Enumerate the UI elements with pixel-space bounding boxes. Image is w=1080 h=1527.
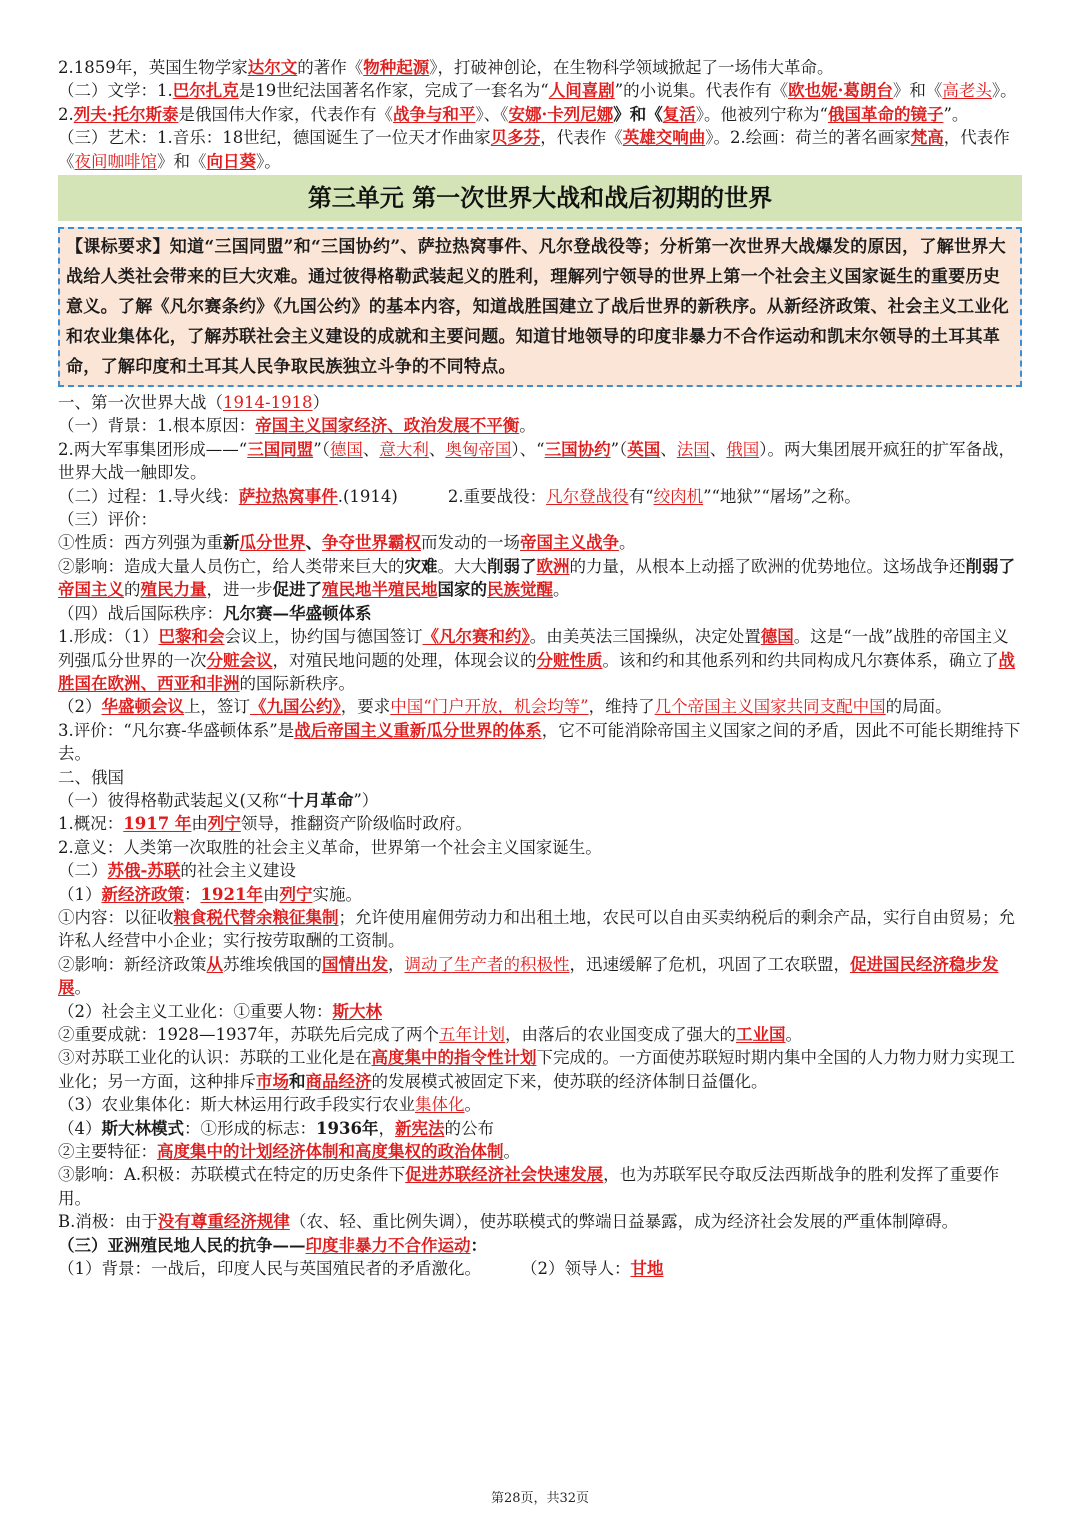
unit-title: 第三单元 第一次世界大战和战后初期的世界 [58, 175, 1022, 221]
science-paragraph: 2.1859年，英国生物学家达尔文的著作《物种起源》，打破神创论，在生物科学领域掀起了一场伟大革命。 [58, 58, 834, 77]
art-paragraph: （三）艺术：1.音乐：18世纪，德国诞生了一位天才作曲家贝多芬，代表作《英雄交响曲》。2.绘画：荷兰的著名画家梵高，代表作《夜间咖啡馆》和《向日葵》。 [58, 128, 1010, 171]
page-content [58, 56, 1022, 1280]
industrialization-achievement: ②重要成就：1928—1937年，苏联先后完成了两个五年计划，由落后的农业国变成了强大的工业国。 [58, 1025, 802, 1044]
tolstoy-paragraph: 2.列夫·托尔斯泰是俄国伟大作家，代表作有《战争与和平》、《安娜·卡列尼娜》和《复活》。他被列宁称为“俄国革命的镜子”。 [58, 104, 969, 124]
nep-impact: ②影响：新经济政策从苏维埃俄国的国情出发，调动了生产者的积极性，迅速缓解了危机，巩固了工农联盟，促进国民经济稳步发展。 [58, 954, 999, 998]
october-revolution-heading: （一）彼得格勒武装起义(又称“十月革命”） [58, 790, 379, 810]
industrialization-understanding: ③对苏联工业化的认识：苏联的工业化是在高度集中的指令性计划下完成的。一方面使苏联短时期内集中全国的人力物力财力实现工业化；另一方面，这种排斥市场和商品经济的发展模式被固定下来，使苏联的经济体制日益僵化。 [58, 1048, 1015, 1091]
asia-struggle-heading: （三）亚洲殖民地人民的抗争——印度非暴力不合作运动： [58, 1235, 487, 1255]
soviet-construction-heading: （二）苏俄-苏联的社会主义建设 [58, 861, 296, 881]
wwi-background: （一）背景：1.根本原因：帝国主义国家经济、政治发展不平衡。 [58, 416, 536, 436]
section-wwi-heading: 一、第一次世界大战（1914-1918） [58, 393, 330, 413]
nep-heading: （1）新经济政策：1921年由列宁实施。 [58, 884, 362, 904]
versailles-formation: 1.形成：（1）巴黎和会会议上，协约国与德国签订《凡尔赛和约》。由美英法三国操纵，决定处置德国。这是“一战”战胜的帝国主义列强瓜分世界的一次分赃会议，对殖民地问题的处理，体现会议的分赃性质。该和约和其他系列和约共同构成凡尔赛体系，确立了战胜国在欧洲、西亚和非洲的国际新秩序。 [58, 627, 1015, 693]
october-overview: 1.概况：1917 年由列宁领导，推翻资产阶级临时政府。 [58, 814, 472, 834]
washington-conference: （2）华盛顿会议上，签订《九国公约》，要求中国“门户开放，机会均等”，维持了几个帝国主义国家共同支配中国的局面。 [58, 697, 952, 717]
october-significance: 2.意义：人类第一次取胜的社会主义革命，世界第一个社会主义国家诞生。 [58, 837, 602, 857]
agricultural-collectivization: （3）农业集体化：斯大林运用行政手段实行农业集体化。 [58, 1095, 481, 1115]
wwi-impact: ②影响：造成大量人员伤亡，给人类带来巨大的灾难。大大削弱了欧洲的力量，从根本上动摇了欧洲的优势地位。这场战争还削弱了帝国主义的殖民力量，进一步促进了殖民地半殖民地国家的民族觉醒。 [58, 556, 1015, 600]
section-russia-heading: 二、俄国 [58, 767, 124, 787]
stalin-model-heading: （4）斯大林模式：①形成的标志：1936年，新宪法的公布 [58, 1118, 494, 1138]
wwi-process: （二）过程：1.导火线：萨拉热窝事件.(1914) 2.重要战役：凡尔登战役有“绞肉机”“地狱”“屠场”之称。 [58, 486, 861, 506]
wwi-evaluation-heading: （三）评价： [58, 510, 157, 530]
wwi-nature: ①性质：西方列强为重新瓜分世界、争夺世界霸权而发动的一场帝国主义战争。 [58, 533, 636, 553]
stalin-model-feature: ②主要特征：高度集中的计划经济体制和高度集权的政治体制。 [58, 1142, 520, 1162]
system-evaluation: 3.评价：“凡尔赛-华盛顿体系”是战后帝国主义重新瓜分世界的体系，它不可能消除帝国主义国家之间的矛盾，因此不可能长期维持下去。 [58, 720, 1021, 764]
wwi-alliances: 2.两大军事集团形成——“三国同盟”（德国、意大利、奥匈帝国）、“三国协约”（英国、法国、俄国）。两大集团展开疯狂的扩军备战，世界大战一触即发。 [58, 439, 1015, 483]
india-background: （1）背景：一战后，印度人民与英国殖民者的矛盾激化。 （2）领导人：甘地 [58, 1259, 664, 1279]
stalin-model-positive: ③影响：A.积极：苏联模式在特定的历史条件下促进苏联经济社会快速发展，也为苏联军民夺取反法西斯战争的胜利发挥了重要作用。 [58, 1165, 1000, 1208]
curriculum-requirement-text: 【课标要求】知道“三国同盟”和“三国协约”、萨拉热窝事件、凡尔登战役等；分析第一次世界大战爆发的原因，了解世界大战给人类社会带来的巨大灾难。通过彼得格勒武装起义的胜利，理解列宁领导的世界上第一个社会主义国家诞生的重要历史意义。了解《凡尔赛条约》《九国公约》的基本内容，知道战胜国建立了战后世界的新秩序。从新经济政策、社会主义工业化和农业集体化，了解苏联社会主义建设的成就和主要问题。知道甘地领导的印度非暴力不合作运动和凯末尔领导的土耳其革命，了解印度和土耳其人民争取民族独立斗争的不同特点。 [66, 237, 1009, 378]
page-number-footer: 第28页，共32页 [490, 1491, 590, 1506]
curriculum-requirement-box [58, 227, 1022, 387]
nep-content: ①内容：以征收粮食税代替余粮征集制；允许使用雇佣劳动力和出租土地，农民可以自由买卖纳税后的剩余产品，实行自由贸易；允许私人经营中小企业；实行按劳取酬的工资制。 [58, 907, 1015, 951]
literature-paragraph: （二）文学：1.巴尔扎克是19世纪法国著名作家，完成了一套名为“人间喜剧”的小说集。代表作有《欧也妮·葛朗台》和《高老头》。 [58, 81, 1017, 101]
postwar-order-heading: （四）战后国际秩序：凡尔赛—华盛顿体系 [58, 603, 372, 623]
industrialization-figure: （2）社会主义工业化：①重要人物：斯大林 [58, 1001, 382, 1021]
stalin-model-negative: B.消极：由于没有尊重经济规律（农、轻、重比例失调），使苏联模式的弊端日益暴露，成为经济社会发展的严重体制障碍。 [58, 1212, 959, 1232]
